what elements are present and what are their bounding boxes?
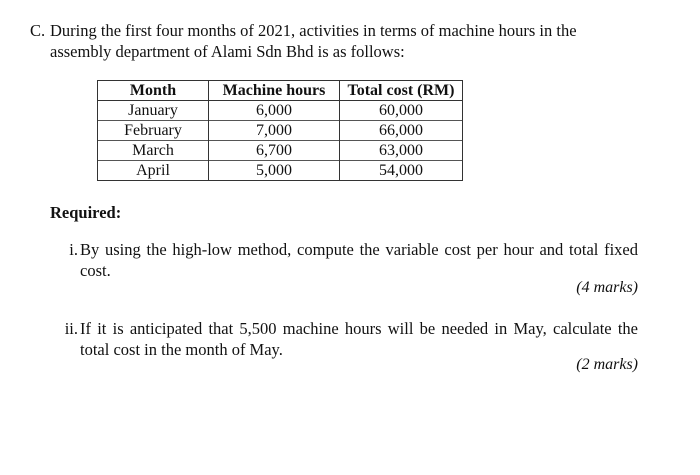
question-text-line-1: During the first four months of 2021, activities in terms of machine hours in the: [50, 21, 577, 40]
cell-month: March: [98, 141, 209, 161]
machine-hours-table: [97, 80, 463, 181]
question-intro: [30, 20, 638, 62]
item-marks: (2 marks): [576, 356, 638, 373]
question-item-i: [50, 239, 638, 281]
question-line-1: [30, 20, 638, 41]
item-text: By using the high-low method, compute the variable cost per hour and total fixed cost.: [80, 240, 638, 280]
required-heading: Required:: [50, 203, 122, 222]
question-item-ii: [50, 318, 638, 360]
question-text-line-2: assembly department of Alami Sdn Bhd is as follows:: [50, 42, 405, 61]
cell-machine-hours: 6,700: [209, 141, 340, 161]
table-row: [98, 161, 463, 181]
header-total-cost: Total cost (RM): [340, 81, 463, 101]
cell-machine-hours: 5,000: [209, 161, 340, 181]
cell-machine-hours: 6,000: [209, 101, 340, 121]
cell-month: February: [98, 121, 209, 141]
item-numeral: ii.: [64, 319, 78, 338]
cell-total-cost: 66,000: [340, 121, 463, 141]
item-text: If it is anticipated that 5,500 machine hours will be needed in May, calculate the total cost in the month of May.: [80, 319, 638, 359]
cell-total-cost: 54,000: [340, 161, 463, 181]
question-letter: C.: [30, 21, 46, 40]
cell-month: January: [98, 101, 209, 121]
cell-total-cost: 63,000: [340, 141, 463, 161]
cell-month: April: [98, 161, 209, 181]
header-machine-hours: Machine hours: [209, 81, 340, 101]
table-row: [98, 141, 463, 161]
table-row: [98, 101, 463, 121]
table-row: [98, 121, 463, 141]
cell-total-cost: 60,000: [340, 101, 463, 121]
item-numeral: i.: [69, 240, 78, 259]
cell-machine-hours: 7,000: [209, 121, 340, 141]
table-header-row: [98, 81, 463, 101]
item-marks: (4 marks): [576, 279, 638, 296]
header-month: Month: [98, 81, 209, 101]
